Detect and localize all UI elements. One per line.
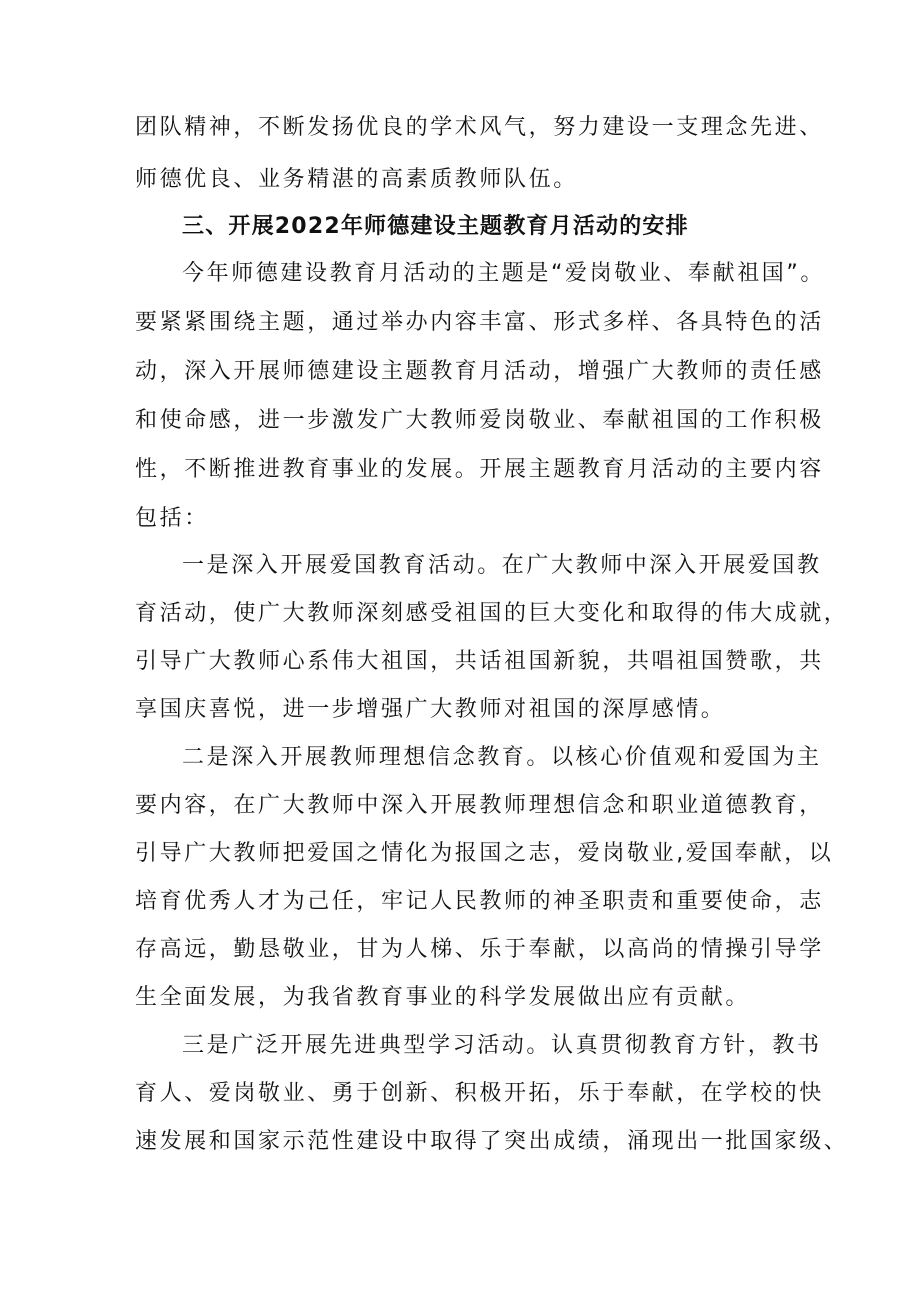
- text-line: 今年师德建设教育月活动的主题是“爱岗敬业、奉献祖国”。: [182, 261, 825, 286]
- text-line: 要紧紧围绕主题，通过举办内容丰富、形式多样、各具特色的活: [135, 310, 824, 335]
- text-line: 育活动，使广大教师深刻感受祖国的巨大变化和取得的伟大成就，: [135, 601, 849, 626]
- text-line: 要内容，在广大教师中深入开展教师理想信念和职业道德教育，: [135, 793, 824, 818]
- text-line: 速发展和国家示范性建设中取得了突出成绩，涌现出一批国家级、: [135, 1129, 849, 1154]
- text-line: 引导广大教师心系伟大祖国，共话祖国新貌，共唱祖国赞歌，共: [135, 649, 824, 674]
- text-line: 动，深入开展师德建设主题教育月活动，增强广大教师的责任感: [135, 359, 824, 384]
- text-line: 生全面发展，为我省教育事业的科学发展做出应有贡献。: [135, 985, 751, 1010]
- text-line: 性，不断推进教育事业的发展。开展主题教育月活动的主要内容: [135, 457, 824, 482]
- text-line: 团队精神，不断发扬优良的学术风气，努力建设一支理念先进、: [135, 115, 824, 140]
- text-line: 育人、爱岗敬业、勇于创新、积极开拓，乐于奉献，在学校的快: [135, 1081, 824, 1106]
- text-line: 和使命感，进一步激发广大教师爱岗敬业、奉献祖国的工作积极: [135, 408, 824, 433]
- text-line: 享国庆喜悦，进一步增强广大教师对祖国的深厚感情。: [135, 697, 726, 722]
- text-line: 培育优秀人才为己任，牢记人民教师的神圣职责和重要使命，志: [135, 889, 824, 914]
- text-line: 一是深入开展爱国教育活动。在广大教师中深入开展爱国教: [182, 553, 822, 578]
- text-line: 三是广泛开展先进典型学习活动。认真贯彻教育方针，教书: [182, 1033, 822, 1058]
- section-heading: 三、开展2022年师德建设主题教育月活动的安排: [182, 214, 689, 239]
- text-line: 师德优良、业务精湛的高素质教师队伍。: [135, 167, 578, 192]
- text-line: 引导广大教师把爱国之情化为报国之志，爱岗敬业,爱国奉献，以: [135, 841, 834, 866]
- text-line: 二是深入开展教师理想信念教育。以核心价值观和爱国为主: [182, 745, 822, 770]
- text-line: 存高远，勤恳敬业，甘为人梯、乐于奉献，以高尚的情操引导学: [135, 937, 824, 962]
- text-line: 包括：: [135, 506, 209, 531]
